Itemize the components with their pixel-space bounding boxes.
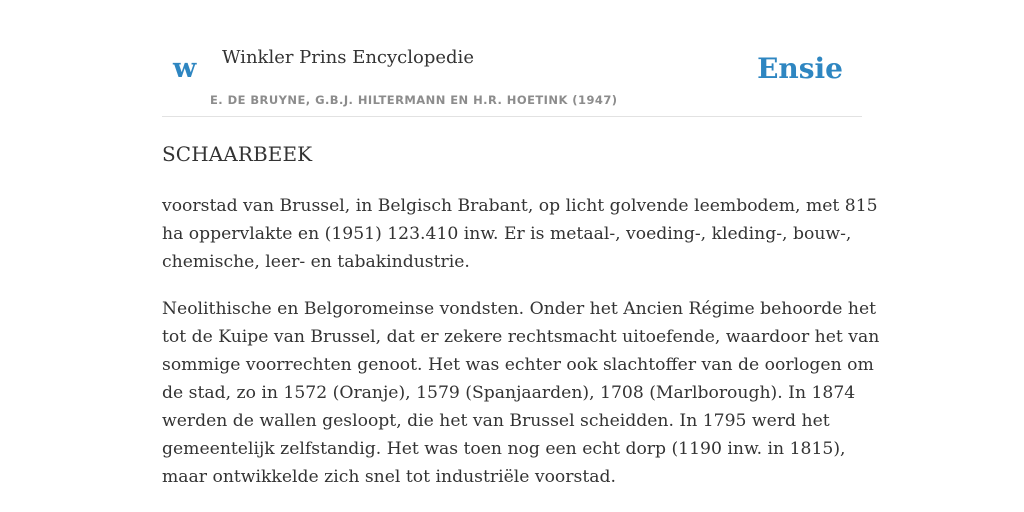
paragraph-line: werden de wallen gesloopt, die het van Brussel scheidden. In 1795 werd het	[162, 411, 830, 431]
paragraph-line: Neolithische en Belgoromeinse vondsten. Onder het Ancien Régime behoorde het	[162, 299, 877, 319]
paragraph-line: tot de Kuipe van Brussel, dat er zekere rechtsmacht uitoefende, waardoor het van	[162, 327, 880, 347]
paragraph-line: chemische, leer- en tabakindustrie.	[162, 252, 470, 272]
paragraph-line: gemeentelijk zelfstandig. Het was toen nog een echt dorp (1190 inw. in 1815),	[162, 439, 846, 459]
entry-paragraph	[162, 192, 878, 276]
paragraph-line: voorstad van Brussel, in Belgisch Brabant, op licht golvende leembodem, met 815	[162, 196, 878, 216]
source-header	[162, 0, 862, 117]
source-title[interactable]: Winkler Prins Encyclopedie	[222, 47, 474, 68]
source-authors: E. DE BRUYNE, G.B.J. HILTERMANN EN H.R. HOETINK (1947)	[210, 93, 618, 107]
paragraph-line: de stad, zo in 1572 (Oranje), 1579 (Spanjaarden), 1708 (Marlborough). In 1874	[162, 383, 856, 403]
paragraph-line: ha oppervlakte en (1951) 123.410 inw. Er is metaal-, voeding-, kleding-, bouw-,	[162, 224, 852, 244]
paragraph-line: sommige voorrechten genoot. Het was echter ook slachtoffer van de oorlogen om	[162, 355, 874, 375]
encyclopedia-card	[162, 0, 880, 512]
entry-paragraph	[162, 295, 880, 491]
paragraph-line: maar ontwikkelde zich snel tot industriële voorstad.	[162, 467, 616, 487]
ensie-logo[interactable]: Ensie	[757, 52, 843, 85]
entry-title: SCHAARBEEK	[162, 142, 313, 166]
winkler-prins-logo[interactable]: w	[173, 53, 197, 84]
